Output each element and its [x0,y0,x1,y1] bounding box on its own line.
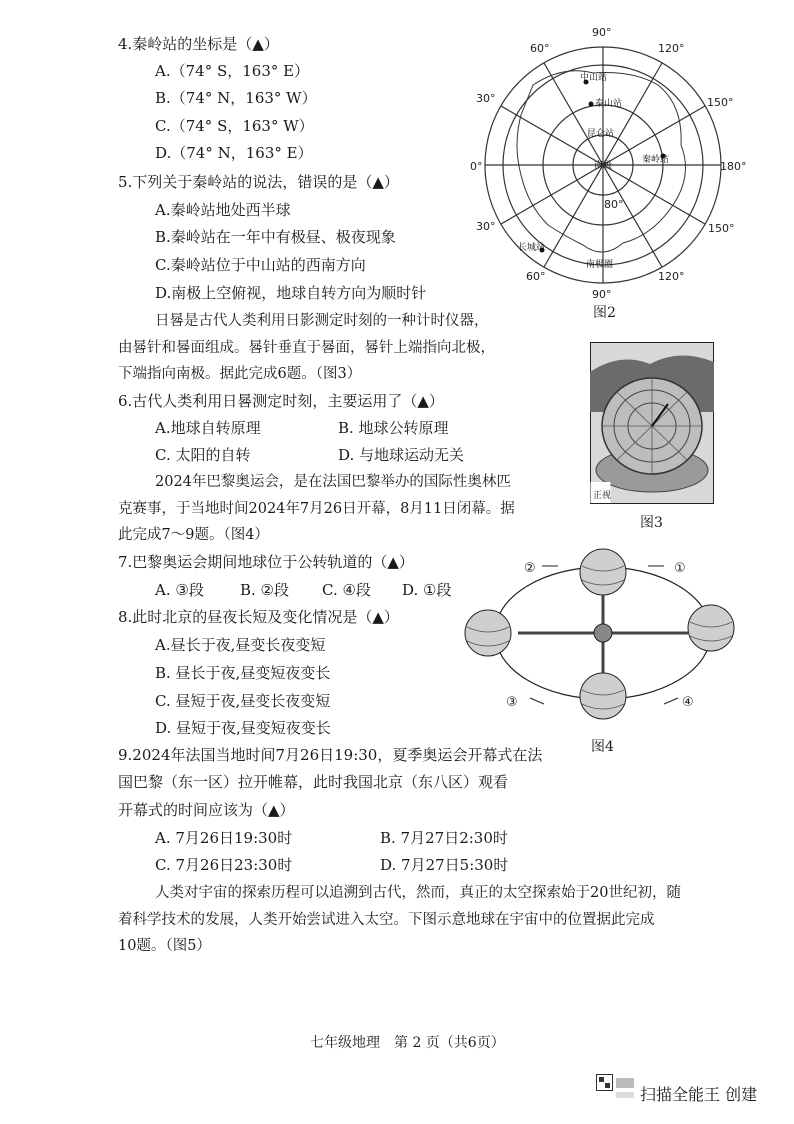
fig2-center-label: 南极 [594,161,613,171]
q8-option-a: A.昼长于夜,昼变长夜变短 [155,636,326,654]
fig2-antarctic-circle-label: 南极圈 [586,260,614,270]
para3-line3: 10题。（图5） [118,938,211,954]
figure-3-caption: 图3 [640,515,663,531]
q4-option-b: B.（74° N，163° W） [155,89,317,107]
fig2-lon-120-bottom-right: 120° [658,270,685,283]
earth-left-icon [465,610,511,656]
q6-option-c: C. 太阳的自转 [155,446,251,464]
earth-top-icon [580,549,626,595]
figure-3-sundial-image [590,342,714,504]
earth-right-icon [688,605,734,651]
q6-option-d: D. 与地球运动无关 [338,446,465,464]
fig2-station-changcheng: 长城站 [518,243,546,253]
fig2-lon-60-top-left: 60° [530,42,550,55]
para2-line2: 克赛事，于当地时间2024年7月26日开幕，8月11日闭幕。据 [118,501,515,517]
fig4-segment-4: ④ [682,695,694,710]
q9-option-c: C. 7月26日23:30时 [155,856,293,874]
q6-option-b: B. 地球公转原理 [338,419,449,437]
para3-line1: 人类对宇宙的探索历程可以追溯到古代，然而，真正的太空探索始于20世纪初，随 [155,885,681,901]
fig3-corner-label: 正视 [593,491,612,501]
fig2-lon-150-right-top: 150° [707,96,734,109]
fig2-lon-180: 180° [720,160,747,173]
fig2-lon-90-bottom: 90° [592,288,612,301]
fig2-lon-0: 0° [470,160,483,173]
page-footer: 七年级地理 第 2 页（共6页） [310,1035,505,1051]
fig2-lon-30-left-top: 30° [476,92,496,105]
q8-option-b: B. 昼长于夜,昼变短夜变长 [155,664,331,682]
fig4-segment-1: ① [674,561,686,576]
q5-option-b: B.秦岭站在一年中有极昼、极夜现象 [155,228,396,246]
earth-bottom-icon [580,673,626,719]
q4-option-a: A.（74° S，163° E） [155,62,310,80]
q8-option-c: C. 昼短于夜,昼变长夜变短 [155,692,331,710]
q7-option-c: C. ④段 [322,581,371,599]
fig4-segment-3: ③ [506,695,518,710]
q6-stem: 6.古代人类利用日晷测定时刻，主要运用了（▲） [118,392,444,410]
q9-stem-line2: 国巴黎（东一区）拉开帷幕，此时我国北京（东八区）观看 [118,773,509,791]
para2-line1: 2024年巴黎奥运会，是在法国巴黎举办的国际性奥林匹 [155,474,511,490]
q8-option-d: D. 昼短于夜,昼变短夜变长 [155,719,331,737]
q5-option-a: A.秦岭站地处西半球 [155,201,291,219]
fig2-lon-60-bottom-left: 60° [526,270,546,283]
para1-line1: 日晷是古代人类利用日影测定时刻的一种计时仪器， [155,313,489,329]
q9-option-a: A. 7月26日19:30时 [155,829,293,847]
q7-stem: 7.巴黎奥运会期间地球位于公转轨道的（▲） [118,553,414,571]
camscanner-logo-icon [596,1074,636,1108]
q7-option-b: B. ②段 [240,581,290,599]
q8-stem: 8.此时北京的昼夜长短及变化情况是（▲） [118,608,399,626]
fig4-segment-2: ② [524,561,536,576]
scanner-watermark: 扫描全能王 创建 [640,1085,758,1104]
q5-option-d: D.南极上空俯视，地球自转方向为顺时针 [155,284,427,302]
q5-stem: 5.下列关于秦岭站的说法，错误的是（▲） [118,173,399,191]
q7-option-a: A. ③段 [155,581,204,599]
q6-option-a: A.地球自转原理 [155,419,261,437]
figure-2-polar-map [470,22,750,322]
q4-stem: 4.秦岭站的坐标是（▲） [118,35,279,53]
fig2-station-kunlun: 昆仑站 [587,129,615,139]
fig2-station-qinling: 秦岭站 [642,155,670,165]
fig2-lon-90-top: 90° [592,26,612,39]
q5-option-c: C.秦岭站位于中山站的西南方向 [155,256,366,274]
q9-option-b: B. 7月27日2:30时 [380,829,508,847]
q4-option-c: C.（74° S，163° W） [155,117,314,135]
fig2-station-taishan: 泰山站 [595,99,623,109]
figure-4-orbit-diagram [458,538,748,738]
q4-option-d: D.（74° N，163° E） [155,144,313,162]
fig2-lon-30-left-bottom: 30° [476,220,496,233]
para1-line2: 由晷针和晷面组成。晷针垂直于晷面，晷针上端指向北极， [118,340,495,356]
fig2-lon-150-right-bottom: 150° [708,222,735,235]
figure-2-caption: 图2 [593,305,616,321]
sun-icon [594,624,612,642]
fig2-lat-80: 80° [604,198,624,211]
para1-line3: 下端指向南极。据此完成6题。（图3） [118,366,362,382]
para2-line3: 此完成7～9题。（图4） [118,527,269,543]
q9-stem-line3: 开幕式的时间应该为（▲） [118,801,295,819]
fig2-lon-120-top-right: 120° [658,42,685,55]
taishan-station-marker [589,102,594,107]
q9-stem-line1: 9.2024年法国当地时间7月26日19:30，夏季奥运会开幕式在法 [118,746,543,764]
para3-line2: 着科学技术的发展，人类开始尝试进入太空。下图示意地球在宇宙中的位置据此完成 [118,912,655,928]
figure-4-caption: 图4 [591,739,614,755]
q7-option-d: D. ①段 [402,581,452,599]
fig2-station-zhongshan: 中山站 [580,73,608,83]
q9-option-d: D. 7月27日5:30时 [380,856,509,874]
